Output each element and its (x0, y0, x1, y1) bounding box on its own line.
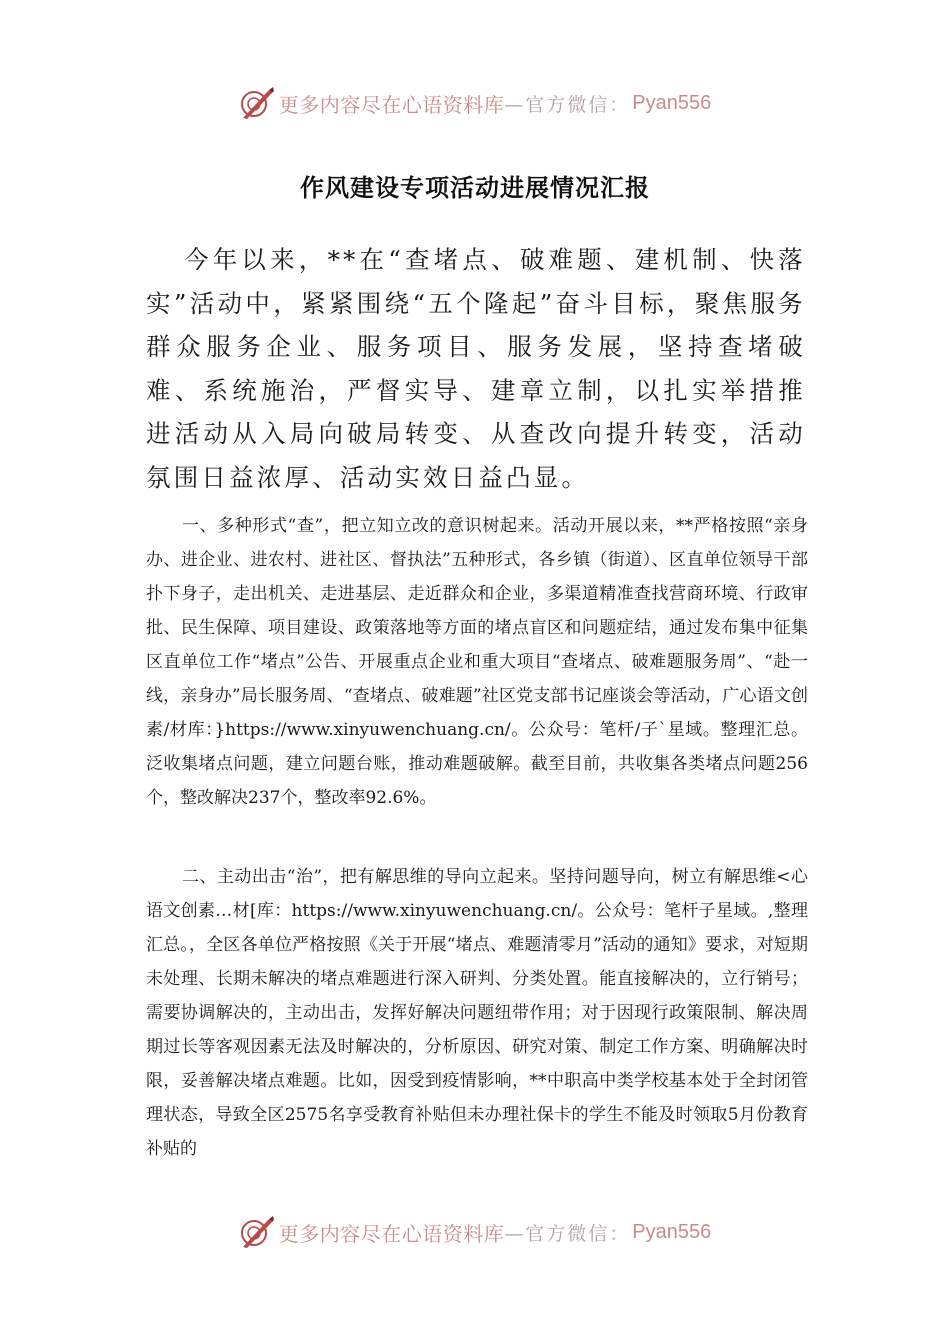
banner-wechat-id: Pyan556 (632, 91, 712, 114)
banner-inner (239, 1214, 711, 1250)
body-paragraph-2: 二、主动出击“治”，把有解思维的导向立起来。坚持问题导向，树立有解思维<心语文创素…材[库：https://www.xinyuwenchuang.cn/。公众号：笔杆子星域。,整理汇总。，全区各单位严格按照《关于开展“堵点、难题清零月”活动的通知》要求，对短期未处理、长期未解决的堵点难题进行深入研判、分类处置。能直接解决的，立行销号；需要协调解决的，主动出击，发挥好解决问题纽带作用；对于因现行政策限制、解决周期过长等客观因素无法及时解决的，分析原因、研究对策、制定工作方案、明确解决时限，妥善解决堵点难题。比如，因受到疫情影响，**中职高中类学校基本处于全封闭管理状态，导致全区2575名享受教育补贴但未办理社保卡的学生不能及时领取5月份教育补贴的 (146, 867, 808, 1159)
banner-inner (239, 85, 711, 121)
banner-text-main: 更多内容尽在心语资料库 (278, 92, 505, 117)
banner-text-sub: —官方微信： (504, 1222, 631, 1245)
banner-wechat-id: Pyan556 (632, 1220, 712, 1243)
pen-logo-icon (239, 85, 275, 121)
header-watermark-banner (0, 78, 950, 128)
banner-text-main: 更多内容尽在心语资料库 (278, 1221, 505, 1246)
footer-watermark-banner (0, 1207, 950, 1257)
banner-text-sub: —官方微信： (504, 93, 631, 116)
lead-paragraph: 今年以来，**在“查堵点、破难题、建机制、快落实”活动中，紧紧围绕“五个隆起”奋斗目标，聚焦服务群众服务企业、服务项目、服务发展，坚持查堵破难、系统施治，严督实导、建章立制，以扎实举措推进活动从入局向破局转变、从查改向提升转变，活动氛围日益浓厚、活动实效日益凸显。 (146, 245, 806, 492)
body-paragraph-1: 一、多种形式“查”，把立知立改的意识树起来。活动开展以来，**严格按照“亲身办、进企业、进农村、进社区、督执法”五种形式，各乡镇（街道）、区直单位领导干部扑下身子，走出机关、走进基层、走近群众和企业，多渠道精准查找营商环境、行政审批、民生保障、项目建设、政策落地等方面的堵点盲区和问题症结，通过发布集中征集区直单位工作“堵点”公告、开展重点企业和重大项目“查堵点、破难题服务周”、“赴一线，亲身办”局长服务周、“查堵点、破难题”社区党支部书记座谈会等活动，广心语文创素/材库：}https://www.xinyuwenchuang.cn/。公众号：笔杆/子`星域。整理汇总。泛收集堵点问题，建立问题台账，推动难题破解。截至目前，共收集各类堵点问题256个，整改解决237个，整改率92.6%。 (146, 516, 808, 808)
pen-logo-icon (239, 1214, 275, 1250)
document-title: 作风建设专项活动进展情况汇报 (300, 173, 650, 202)
